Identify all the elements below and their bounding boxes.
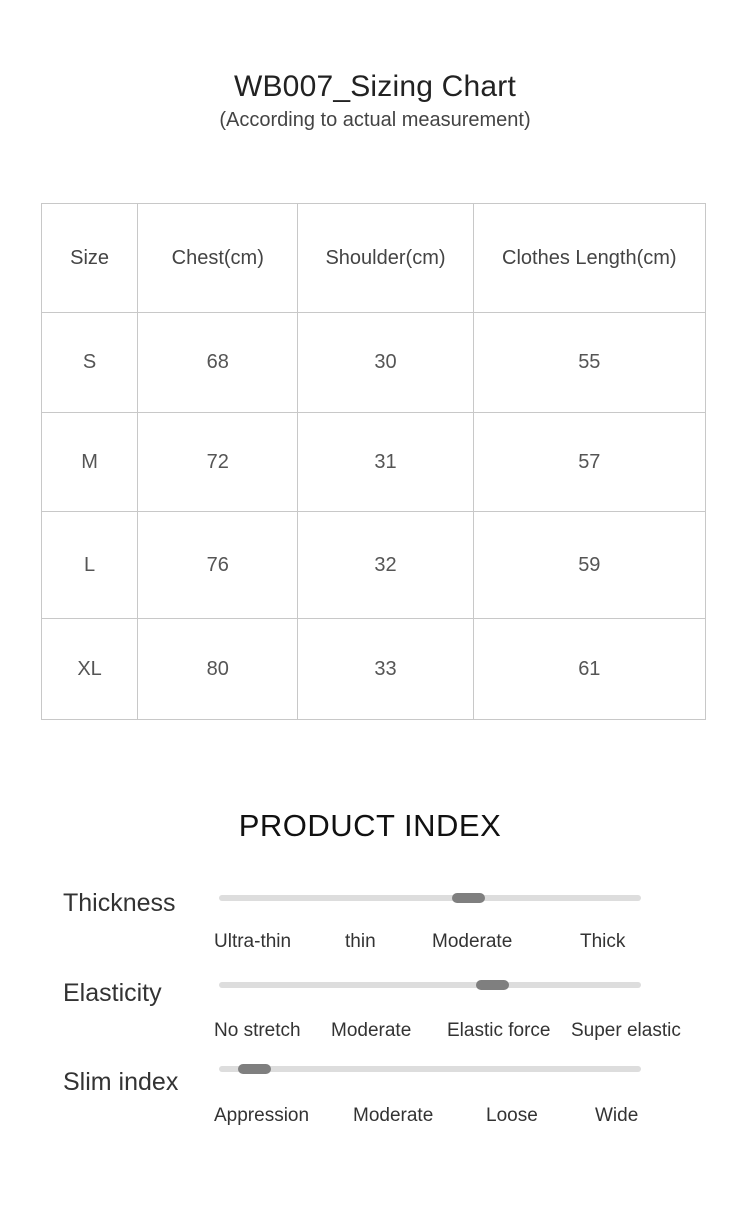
thickness-option-moderate: Moderate (432, 931, 513, 952)
slim-index-indicator (238, 1064, 271, 1074)
header-cell-chest: Chest(cm) (138, 204, 298, 313)
sizing-table (41, 203, 706, 720)
chart-subtitle: (According to actual measurement) (219, 109, 531, 131)
elasticity-label: Elasticity (63, 979, 162, 1007)
chest-cell: 80 (138, 619, 298, 720)
thickness-indicator (452, 893, 485, 903)
thickness-option-thin: thin (345, 931, 376, 952)
shoulder-cell: 33 (298, 619, 473, 720)
length-cell: 61 (473, 619, 705, 720)
size-cell: XL (42, 619, 138, 720)
thickness-option-thick: Thick (580, 931, 626, 952)
table-row (42, 619, 706, 720)
elasticity-option-moderate: Moderate (331, 1020, 412, 1041)
table-row (42, 512, 706, 619)
shoulder-cell: 32 (298, 512, 473, 619)
table-row (42, 413, 706, 512)
elasticity-option-no-stretch: No stretch (214, 1020, 301, 1041)
length-cell: 55 (473, 313, 705, 413)
slim-index-option-wide: Wide (595, 1105, 639, 1126)
elasticity-option-super-elastic: Super elastic (571, 1020, 681, 1041)
shoulder-cell: 30 (298, 313, 473, 413)
table-row (42, 313, 706, 413)
shoulder-cell: 31 (298, 413, 473, 512)
chest-cell: 68 (138, 313, 298, 413)
table-header-row (42, 204, 706, 313)
chart-title: WB007_Sizing Chart (233, 70, 517, 103)
slim-index-option-moderate: Moderate (353, 1105, 434, 1126)
length-cell: 57 (473, 413, 705, 512)
elasticity-indicator (476, 980, 509, 990)
header-cell-size: Size (42, 204, 138, 313)
length-cell: 59 (473, 512, 705, 619)
slim-index-option-loose: Loose (486, 1105, 538, 1126)
slim-index-option-appression: Appression (214, 1105, 310, 1126)
chest-cell: 72 (138, 413, 298, 512)
thickness-track (219, 895, 641, 901)
slim-index-label: Slim index (63, 1068, 179, 1096)
elasticity-option-elastic-force: Elastic force (447, 1020, 551, 1041)
thickness-label: Thickness (63, 889, 176, 917)
thickness-option-ultra-thin: Ultra-thin (214, 931, 292, 952)
size-cell: L (42, 512, 138, 619)
header-cell-shoulder: Shoulder(cm) (298, 204, 473, 313)
header-cell-length: Clothes Length(cm) (473, 204, 705, 313)
size-cell: S (42, 313, 138, 413)
chest-cell: 76 (138, 512, 298, 619)
slim-index-track (219, 1066, 641, 1072)
size-cell: M (42, 413, 138, 512)
elasticity-track (219, 982, 641, 988)
product-index-title: PRODUCT INDEX (238, 808, 502, 843)
